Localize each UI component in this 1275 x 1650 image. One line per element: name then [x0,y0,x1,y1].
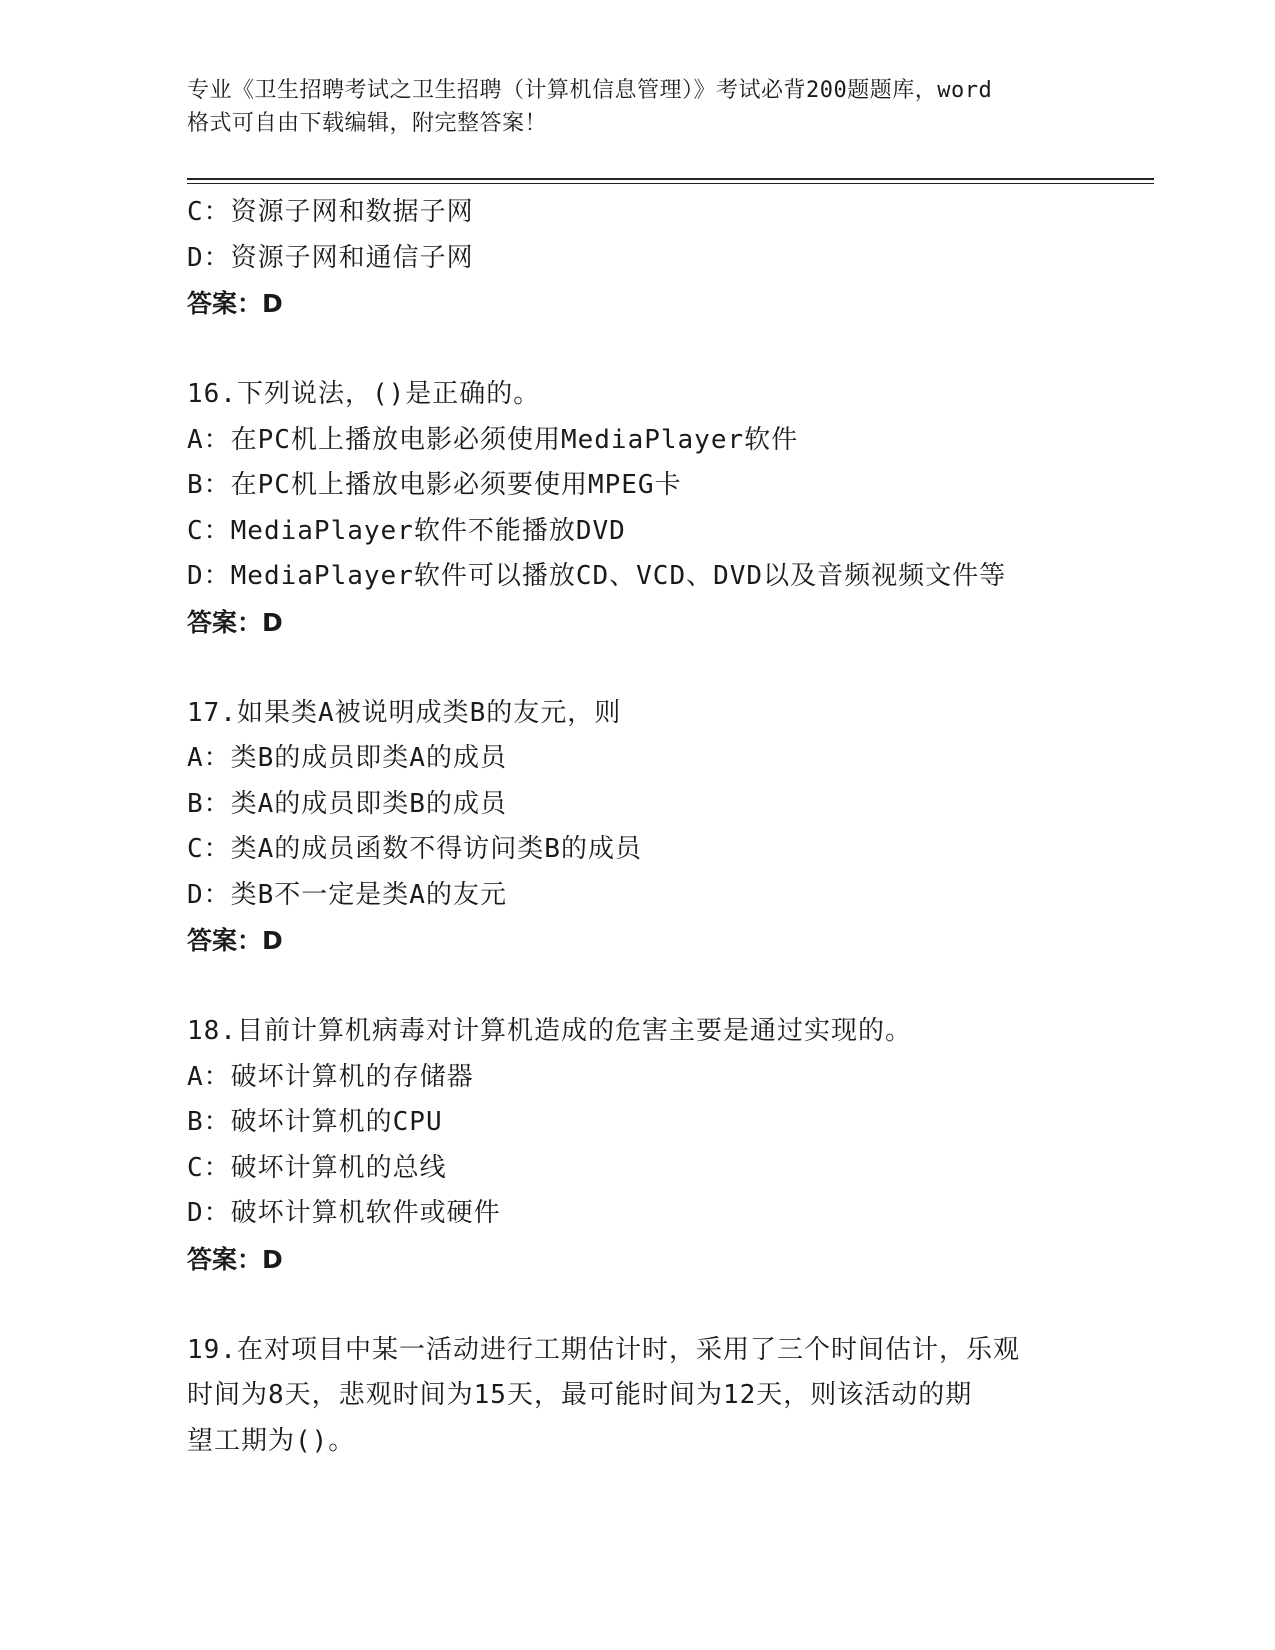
q17-option-c: C：类A的成员函数不得访问类B的成员 [187,834,642,864]
question-spacer [187,327,1087,373]
q16-option-d: D：MediaPlayer软件可以播放CD、VCD、DVD以及音频视频文件等 [187,561,1007,591]
q17-answer: 答案：D [187,926,283,955]
header-title-line-2: 格式可自由下载编辑，附完整答案！ [187,111,548,136]
q16-option-a: A：在PC机上播放电影必须使用MediaPlayer软件 [187,424,799,455]
q16-option-c: C：MediaPlayer软件不能播放DVD [187,515,626,546]
question-15-tail [187,190,1087,327]
question-spacer [187,645,1087,691]
q18-option-a: A：破坏计算机的存储器 [187,1061,474,1092]
q18-stem: 18.目前计算机病毒对计算机造成的危害主要是通过实现的。 [187,1016,912,1046]
question-18 [187,1009,1087,1282]
header-title-line-1: 专业《卫生招聘考试之卫生招聘（计算机信息管理）》考试必背200题题库，word [187,78,993,103]
question-17 [187,691,1087,964]
q15-option-d: D：资源子网和通信子网 [187,242,474,273]
question-list [187,190,1087,1464]
q17-option-b: B：类A的成员即类B的成员 [187,788,507,819]
question-spacer [187,1282,1087,1328]
q16-stem: 16.下列说法，()是正确的。 [187,379,541,409]
q16-option-b: B：在PC机上播放电影必须要使用MPEG卡 [187,470,682,500]
q16-answer: 答案：D [187,607,283,637]
question-19 [187,1328,1087,1465]
q19-stem-line-2: 时间为8天，悲观时间为15天，最可能时间为12天，则该活动的期 [187,1380,973,1410]
q19-stem-line-3: 望工期为()。 [187,1425,356,1456]
question-spacer [187,964,1087,1010]
question-16 [187,372,1087,645]
q18-answer: 答案：D [187,1244,283,1274]
q17-stem: 17.如果类A被说明成类B的友元，则 [187,697,622,728]
q19-stem-line-1: 19.在对项目中某一活动进行工期估计时，采用了三个时间估计，乐观 [187,1334,1020,1365]
header-divider-thin [187,183,1154,184]
page-header [187,74,1087,140]
q15-option-c: C：资源子网和数据子网 [187,197,474,227]
q17-option-a: A：类B的成员即类A的成员 [187,743,507,773]
q18-option-d: D：破坏计算机软件或硬件 [187,1198,501,1228]
q17-option-d: D：类B不一定是类A的友元 [187,879,507,910]
q18-option-c: C：破坏计算机的总线 [187,1152,447,1183]
header-divider-thick [187,178,1154,180]
q15-answer: 答案：D [187,289,283,318]
q18-option-b: B：破坏计算机的CPU [187,1107,443,1137]
